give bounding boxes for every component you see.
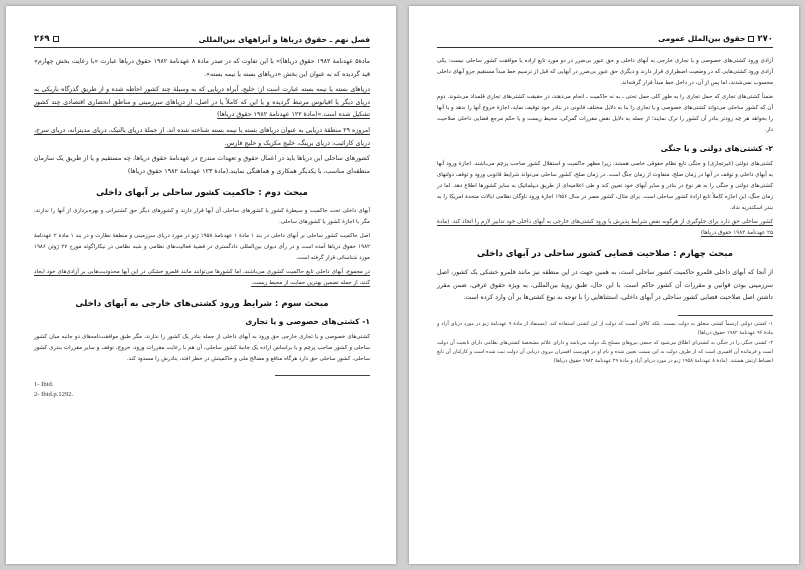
page-number: ۲۷۰	[757, 34, 773, 44]
section-heading: مبحث چهارم : صلاحیت قضایی کشور ساحلی در آبهای داخلی	[477, 249, 733, 259]
footnote: 2- Ibid.p.1292.	[34, 390, 74, 398]
page-number-wrap	[34, 34, 62, 44]
subsection-heading: ۲- کشتی‌های دولتی و یا جنگی	[660, 144, 773, 153]
paragraph: اصل حاکمیت کشور ساحلی بر آبهای داخلی در بند ۱ مادهٔ ۱ عهدنامهٔ ۱۹۵۸ ژنو در مورد دریای سرزمینی و منطقهٔ نظارت و در بند ۱ مادهٔ ۲ عهدنامهٔ ۱۹۸۲ حقوق دریاها آمده است و در رأی دیوان بین‌المللی دادگستری در قضیهٔ فعالیت‌های نظامی و شبه نظامی در نیکاراگوئه مورخ ۲۷ ژوئن ۱۹۸۶ مورد شناسائی قرار گرفته است.	[34, 233, 371, 262]
paragraph: کشتی‌های دولتی (غیرتجاری) و جنگی تابع نظام حقوقی خاصی هستند، زیرا مظهر حاکمیت و استقلال کشور صاحب پرچم می‌باشند. اجازهٔ ورود آنها به آبهای داخلی و توقف در آنها در زمان صلح، متفاوت از زمان جنگ است. در زمان صلح، کشور ساحلی می‌تواند شرایط قانونی ورود و توقف دولتهای کشتی‌های دولتی و جنگی را به هر نوع در بنادر و سایر آبهای خود تعیین کند و طی اعلامیه‌ای از طریق دیپلماتیک به سایر کشورها اطلاع دهد. اما در زمان جنگ، این اجازه کاملاً تابع ارادهٔ کشور ساحلی است. برای مثال، کشور مصر در سال ۱۹۵۶ اجازهٔ ورود ناوگان نظامی ایالات متحدهٔ امریکا را به بندر اسکندریه نداد.	[437, 161, 773, 211]
paragraph: کشتی‌های خصوصی و یا تجاری خارجی حق ورود به آبهای داخلی از جمله بنادر یک کشور را ندارند، مگر طبق موافقت‌نامه‌های دو جانبه میان کشور ساحلی و کشور صاحب پرچم و یا براساس اراده یک جانبهٔ کشور ساحلی، آن هم با رعایت مقررات ورود، خروج، توقف و سایر مقررات بندری کشور ساحلی. کشور ساحلی حق دارد هرگاه منافع و مصالح ملی و حاکمیتش در خطر افتد، بنادرش را مسدود کند.	[34, 334, 370, 363]
footnote: ۱- کشتی دولتی (رسماً کشتی متعلق به دولت نیست، بلکه کالای آنست که دولت از این کشتی استفاده کند. (مستفاد از مادهٔ ۹ عهدنامهٔ ژنو در مورد دریای آزاد و مادهٔ ۹۶ عهدنامهٔ ۱۹۸۲ حقوق دریاها)	[437, 320, 773, 336]
square-ornament-icon	[53, 36, 59, 42]
subsection-heading: ۱- کشتی‌های خصوصی و یا تجاری	[245, 317, 370, 327]
page-number-wrap	[658, 34, 773, 44]
running-title: حقوق بین‌الملل عمومی	[658, 34, 746, 43]
paragraph: از آنجا که آبهای داخلی قلمرو حاکمیت کشور ساحلی است، به همین جهت در این منطقه نیز مانند قلمرو خشکی یک کشور، اصل سرزمینی بودن قوانین و مقررات آن کشور حاکم است. با این حال، طبق رویهٔ بین‌المللی، به ویژه حقوق عرفی، ضمن مقرر داشتن اصل صلاحیت قضایی کشور ساحلی در آبهای داخلی، استثناهایی را با توجه به نوع کشتی‌ها بر آن وارد کرده است.	[437, 269, 773, 302]
paragraph: دریاهای بسته یا نیمه بسته عبارت است از: خلیج، آبراه دریایی که به وسیلهٔ چند کشور احاطه شده و از طریق گذرگاه باریکی به دریای دیگر یا اقیانوس مرتبط گردیده و یا این که کاملاً یا در اصل، از دریاهای سرزمینی و مناطق انحصاری اقتصادی چند کشور تشکیل شده است.»(مادهٔ ۱۲۲ عهدنامهٔ ۱۹۸۲ حقوق دریاها)	[34, 86, 370, 119]
square-ornament-icon	[748, 36, 754, 42]
running-head	[34, 34, 370, 48]
section-heading: مبحث دوم : حاکمیت کشور ساحلی بر آبهای داخلی	[96, 188, 308, 199]
text-block	[437, 56, 773, 136]
running-title: فصل نهم ـ حقوق دریاها و آبراههای بین‌المللی	[198, 34, 370, 44]
section-heading: مبحث سوم : شرایط ورود کشتی‌های خارجی به آبهای داخلی	[75, 299, 329, 310]
running-head	[437, 34, 773, 48]
paragraph: ضمناً کشتی‌های تجاری که حمل تجاری را به طور کلی حمل تحتی ـ به نه حاکمیت ـ انجام می‌دهند، در حقیقت کشتی‌های تجاری قلمداد می‌شوند. دوم آن که کشور ساحلی می‌تواند کشتی‌های خصوصی و یا تجاری را بنا به دلایل مختلف قانونی در بنادر خود توقیف نماید، اجازهٔ خروج آنها را ندهد و یا آنها را بخواهد هر چه زودتر بنادر آن کشور را ترک نمایند؛ از جمله به دلایل نقض مقررات گمرکی، محیط زیست و یا حکم مرجع قضایی داخلی صلاحیت دار.	[437, 94, 773, 133]
paragraph: کشورهای ساحلی این دریاها باید در اعمال حقوق و تعهدات مندرج در عهدنامهٔ حقوق دریاها، چه مستقیم و یا از طریق یک سازمان منطقه‌ای مناسب، با یکدیگر همکاری و هماهنگی نمایند.(مادهٔ ۱۲۳ عهدنامهٔ ۱۹۸۲ حقوق دریاها)	[34, 155, 370, 175]
paragraph: مادهٔ۵ عهدنامهٔ ۱۹۸۲ حقوق دریاها)» با این تفاوت که در صدر مادهٔ ۸ عهدنامهٔ ۱۹۸۲ حقوق دریاها عبارت «با رعایت بخش چهارم» قید گردیده که به عنوان این بخش «دریاهای بسته یا نیمه بسته».	[34, 58, 371, 78]
page-left	[409, 6, 799, 564]
quote-paragraph: کشور ساحلی حق دارد برای جلوگیری از هرگونه نقض شرایط پذیرش یا ورود کشتی‌های خارجی به آبهای داخلی خود تدابیر لازم را اتخاذ کند. (مادهٔ ۲۵ عهدنامهٔ ۱۹۸۲ حقوق دریاها)	[437, 219, 773, 236]
footnote: 1- Ibid.	[34, 381, 54, 389]
paragraph: آزادی ورود کشتی‌های خصوصی و یا تجاری خارجی به آبهای داخلی و حق عبور بی‌ضرر در دو مورد تابع اراده یا موافقت کشور ساحلی نیست: یکی آزادی ورود کشتی‌هایی که در وضعیت اضطراری قرار دارند و دیگری حق عبور بی‌ضرر در آبهایی که قبل از ترسیم خط مبدأ مستقیم جزو آبهای داخلی محسوب نمی‌شدند، اما پس از آن، در داخل خط مبدأ قرار گرفته‌اند.	[437, 58, 773, 86]
footnote: ۲- کشتی جنگی را در جنگی به کشتی‌ای اطلاق می‌شود که جمعی نیروهای مسلح یک دولت می‌باشد و دارای علائم مشخصهٔ کشتی‌های نظامی دارای تابعیت آن دولت است و فرمانده آن افسری است که از طرف دولت به این سمت تعیین شده و نام او در فهرست افسران نیروی دریایی آن دولت ثبت شده است و کارکنان آن تابع انضباط ارتش هستند. (مادهٔ ۸ عهدنامهٔ ۱۹۵۸ ژنو در مورد دریای آزاد و مادهٔ ۲۹ عهدنامهٔ ۱۹۸۲ حقوق دریاها)	[437, 340, 773, 364]
paragraph: در مجموع، آبهای داخلی تابع حاکمیت کشوری می‌باشند، اما کشورها می‌توانند مانند قلمرو خشکی در این آبها محدودیت‌هایی بر آزادی‌های خود ایجاد کنند، از جمله تضمین بهترین حمایت از محیط زیست.	[34, 269, 370, 287]
paragraph: امروزه ۲۹ منطقهٔ دریایی به عنوان دریاهای بسته یا نیمه بسته شناخته شده اند. از جملهٔ دریای بالتیک، دریای مدیترانه، دریای سرخ، دریای کارائیب، دریای برینگ، خلیج مکزیک و خلیج فارس.	[34, 126, 370, 147]
footnote-rule	[678, 315, 773, 316]
footnote-rule	[275, 375, 370, 376]
paragraph: آبهای داخلی تحت حاکمیت و سیطرهٔ کشور یا کشورهای ساحلی آن آبها قرار دارند و کشورهای دیگر حق کشتیرانی و بهره‌برداری از آنها را ندارند، مگر با اجازهٔ کشور یا کشورهای ساحلی.	[34, 208, 370, 226]
page-number: ۲۶۹	[34, 34, 50, 44]
text-block	[34, 206, 370, 289]
page-right	[6, 6, 396, 564]
